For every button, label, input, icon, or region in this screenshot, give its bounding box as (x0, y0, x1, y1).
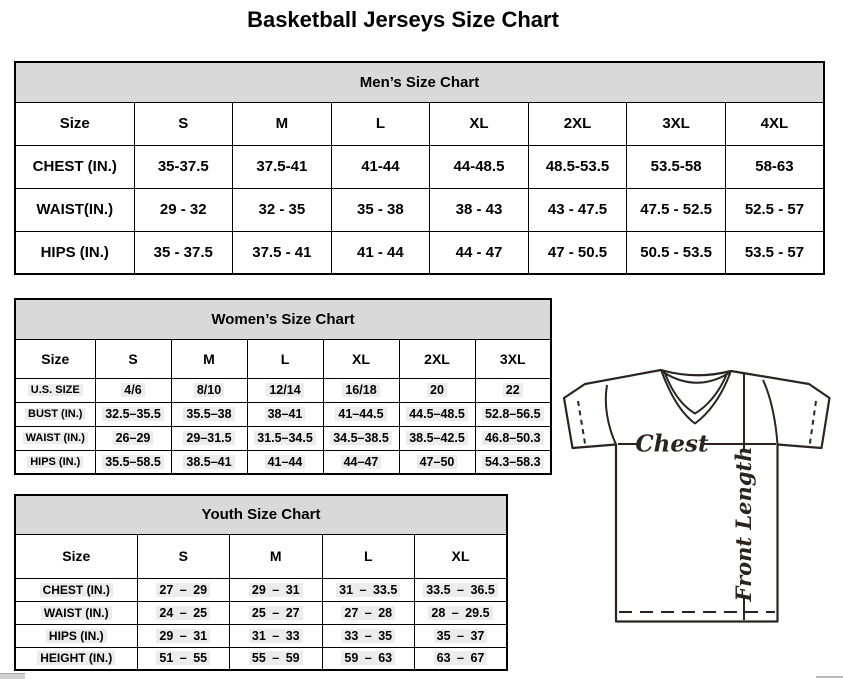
women-cell-value: 47–50 (417, 455, 458, 469)
page-title: Basketball Jerseys Size Chart (247, 7, 559, 32)
men-cell-value: 52.5 - 57 (744, 201, 805, 218)
youth-cell (230, 601, 323, 624)
men-cell (134, 145, 233, 188)
women-cell-value: 46.8–50.3 (482, 431, 544, 445)
chest-label: Chest (635, 430, 709, 458)
youth-cell-value: 55 – 59 (249, 651, 303, 665)
women-row-label (15, 426, 95, 450)
women-cell-value: 41–44 (265, 455, 306, 469)
youth-col-header: Size (15, 534, 137, 578)
youth-row-label (15, 601, 137, 624)
women-cell-value: 26–29 (113, 431, 154, 445)
youth-cell-value: 33 – 35 (341, 629, 395, 643)
men-cell (725, 145, 824, 188)
men-col-header: 3XL (627, 102, 726, 145)
men-cell (430, 231, 529, 274)
men-cell (528, 231, 627, 274)
youth-row-label-text: WAIST (IN.) (41, 606, 112, 620)
men-cell (331, 145, 430, 188)
men-row-label (15, 145, 134, 188)
men-cell-value: 47 - 50.5 (547, 243, 608, 261)
youth-cell (322, 601, 415, 624)
women-cell-value: 54.3–58.3 (482, 455, 544, 469)
men-cell-value: 35-37.5 (157, 158, 209, 175)
youth-cell (322, 647, 415, 670)
women-row-label-text: WAIST (IN.) (23, 432, 88, 444)
women-cell-value: 32.5–35.5 (102, 407, 164, 421)
youth-row-label (15, 624, 137, 647)
youth-cell-value: 27 – 29 (156, 583, 210, 597)
men-cell-value: 35 - 38 (357, 201, 404, 218)
jersey-measurement-diagram (556, 360, 842, 628)
men-col-header: 2XL (528, 102, 627, 145)
women-cell-value: 16/18 (342, 383, 379, 397)
youth-cell-value: 31 – 33.5 (336, 583, 400, 597)
men-cell-value: 37.5 - 41 (252, 243, 312, 261)
women-cell-value: 44–47 (341, 455, 382, 469)
men-cell (528, 145, 627, 188)
women-cell (171, 378, 247, 402)
youth-cell-value: 24 – 25 (156, 606, 210, 620)
women-cell (399, 378, 475, 402)
men-cell (627, 231, 726, 274)
youth-cell (415, 624, 508, 647)
youth-cell-value: 31 – 33 (249, 629, 303, 643)
men-cell (331, 231, 430, 274)
women-row-label-text: U.S. SIZE (28, 384, 83, 396)
men-cell-value: 50.5 - 53.5 (640, 243, 712, 261)
men-cell-value: 37.5-41 (256, 158, 308, 175)
women-cell-value: 38–41 (265, 407, 306, 421)
youth-cell-value: 25 – 27 (249, 606, 303, 620)
women-cell (247, 426, 323, 450)
youth-row-label-text: CHEST (IN.) (40, 583, 113, 597)
youth-cell (322, 624, 415, 647)
men-row-label-text: WAIST(IN.) (36, 201, 114, 218)
men-cell-value: 44 - 47 (455, 243, 503, 261)
women-cell (95, 378, 171, 402)
women-cell (95, 402, 171, 426)
mens-size-chart-table (14, 61, 825, 275)
youth-size-chart-table (14, 494, 508, 671)
women-chart-title: Women’s Size Chart (15, 299, 551, 339)
youth-cell (322, 578, 415, 601)
women-cell-value: 44.5–48.5 (406, 407, 468, 421)
women-cell-value: 12/14 (266, 383, 303, 397)
youth-cell (230, 647, 323, 670)
women-cell-value: 35.5–58.5 (102, 455, 164, 469)
youth-cell (137, 578, 230, 601)
women-cell-value: 29–31.5 (183, 431, 234, 445)
youth-cell (230, 624, 323, 647)
men-cell-value: 53.5-58 (650, 158, 702, 175)
women-cell-value: 34.5–38.5 (330, 431, 392, 445)
youth-cell (415, 647, 508, 670)
men-cell-value: 44-48.5 (453, 158, 505, 175)
women-cell (247, 450, 323, 474)
women-cell (95, 450, 171, 474)
men-row-label (15, 231, 134, 274)
men-cell (134, 231, 233, 274)
men-cell (233, 231, 332, 274)
youth-cell (415, 601, 508, 624)
women-row-label-text: HIPS (IN.) (27, 456, 83, 468)
youth-cell-value: 35 – 37 (434, 629, 488, 643)
women-cell-value: 41–44.5 (335, 407, 386, 421)
men-cell (233, 145, 332, 188)
scrollbar-fragment-left (0, 673, 25, 679)
women-cell (247, 378, 323, 402)
youth-chart-title: Youth Size Chart (15, 495, 507, 534)
women-cell-value: 20 (427, 383, 447, 397)
women-row-label-text: BUST (IN.) (25, 408, 85, 420)
men-col-header: 4XL (725, 102, 824, 145)
men-cell (430, 188, 529, 231)
men-cell-value: 43 - 47.5 (547, 201, 608, 218)
men-cell (331, 188, 430, 231)
women-row-label (15, 402, 95, 426)
youth-cell-value: 29 – 31 (249, 583, 303, 597)
women-row-label (15, 378, 95, 402)
women-col-header: S (95, 339, 171, 378)
women-cell (475, 426, 551, 450)
youth-cell (230, 578, 323, 601)
youth-row-label-text: HEIGHT (IN.) (37, 651, 115, 665)
youth-row-label (15, 647, 137, 670)
women-cell (475, 378, 551, 402)
women-cell-value: 38.5–41 (183, 455, 234, 469)
women-cell-value: 8/10 (194, 383, 224, 397)
men-col-header: XL (430, 102, 529, 145)
men-cell-value: 29 - 32 (159, 201, 207, 218)
women-cell-value: 38.5–42.5 (406, 431, 468, 445)
men-col-header: L (331, 102, 430, 145)
men-cell (725, 188, 824, 231)
men-cell-value: 48.5-53.5 (545, 158, 610, 175)
men-row-label-text: HIPS (IN.) (40, 243, 109, 261)
women-col-header: M (171, 339, 247, 378)
youth-cell-value: 27 – 28 (341, 606, 395, 620)
women-cell (323, 450, 399, 474)
women-cell (399, 426, 475, 450)
men-cell-value: 38 - 43 (455, 201, 503, 218)
women-col-header: Size (15, 339, 95, 378)
men-cell-value: 47.5 - 52.5 (640, 201, 712, 218)
women-cell-value: 35.5–38 (183, 407, 234, 421)
women-cell (475, 402, 551, 426)
women-cell-value: 52.8–56.5 (482, 407, 544, 421)
women-cell (475, 450, 551, 474)
women-cell (247, 402, 323, 426)
youth-cell (137, 647, 230, 670)
women-col-header: 2XL (399, 339, 475, 378)
youth-row-label-text: HIPS (IN.) (46, 629, 107, 643)
women-col-header: L (247, 339, 323, 378)
men-col-header: Size (15, 102, 134, 145)
youth-cell-value: 63 – 67 (434, 651, 488, 665)
front-length-label: Front Length (731, 446, 756, 602)
men-cell (430, 145, 529, 188)
youth-cell (137, 601, 230, 624)
men-cell-value: 32 - 35 (258, 201, 306, 218)
men-cell-value: 58-63 (755, 158, 794, 175)
women-col-header: XL (323, 339, 399, 378)
youth-cell-value: 51 – 55 (156, 651, 210, 665)
youth-cell-value: 28 – 29.5 (428, 606, 492, 620)
women-cell-value: 4/6 (121, 383, 144, 397)
women-cell-value: 31.5–34.5 (254, 431, 316, 445)
men-cell (627, 188, 726, 231)
youth-cell (415, 578, 508, 601)
women-cell (399, 450, 475, 474)
men-cell-value: 53.5 - 57 (744, 243, 805, 261)
men-row-label-text: CHEST (IN.) (32, 158, 117, 175)
women-cell-value: 22 (503, 383, 523, 397)
women-cell (323, 402, 399, 426)
youth-col-header: M (230, 534, 323, 578)
men-col-header: S (134, 102, 233, 145)
women-cell (323, 426, 399, 450)
youth-cell (137, 624, 230, 647)
men-cell (627, 145, 726, 188)
youth-cell-value: 59 – 63 (341, 651, 395, 665)
jersey-outline (564, 370, 830, 622)
men-row-label (15, 188, 134, 231)
men-cell (725, 231, 824, 274)
women-row-label (15, 450, 95, 474)
youth-col-header: XL (415, 534, 508, 578)
scrollbar-fragment-right (816, 676, 843, 678)
men-cell-value: 41-44 (361, 158, 400, 175)
men-cell-value: 41 - 44 (357, 243, 404, 261)
men-chart-title: Men’s Size Chart (15, 62, 824, 102)
women-cell (323, 378, 399, 402)
youth-col-header: S (137, 534, 230, 578)
men-cell (134, 188, 233, 231)
women-cell (171, 426, 247, 450)
youth-cell-value: 29 – 31 (156, 629, 210, 643)
women-cell (171, 402, 247, 426)
men-cell (528, 188, 627, 231)
youth-cell-value: 33.5 – 36.5 (423, 583, 498, 597)
women-cell (171, 450, 247, 474)
youth-col-header: L (322, 534, 415, 578)
women-cell (95, 426, 171, 450)
youth-row-label (15, 578, 137, 601)
men-col-header: M (233, 102, 332, 145)
men-cell-value: 35 - 37.5 (153, 243, 213, 261)
women-col-header: 3XL (475, 339, 551, 378)
women-cell (399, 402, 475, 426)
womens-size-chart-table (14, 298, 552, 475)
men-cell (233, 188, 332, 231)
